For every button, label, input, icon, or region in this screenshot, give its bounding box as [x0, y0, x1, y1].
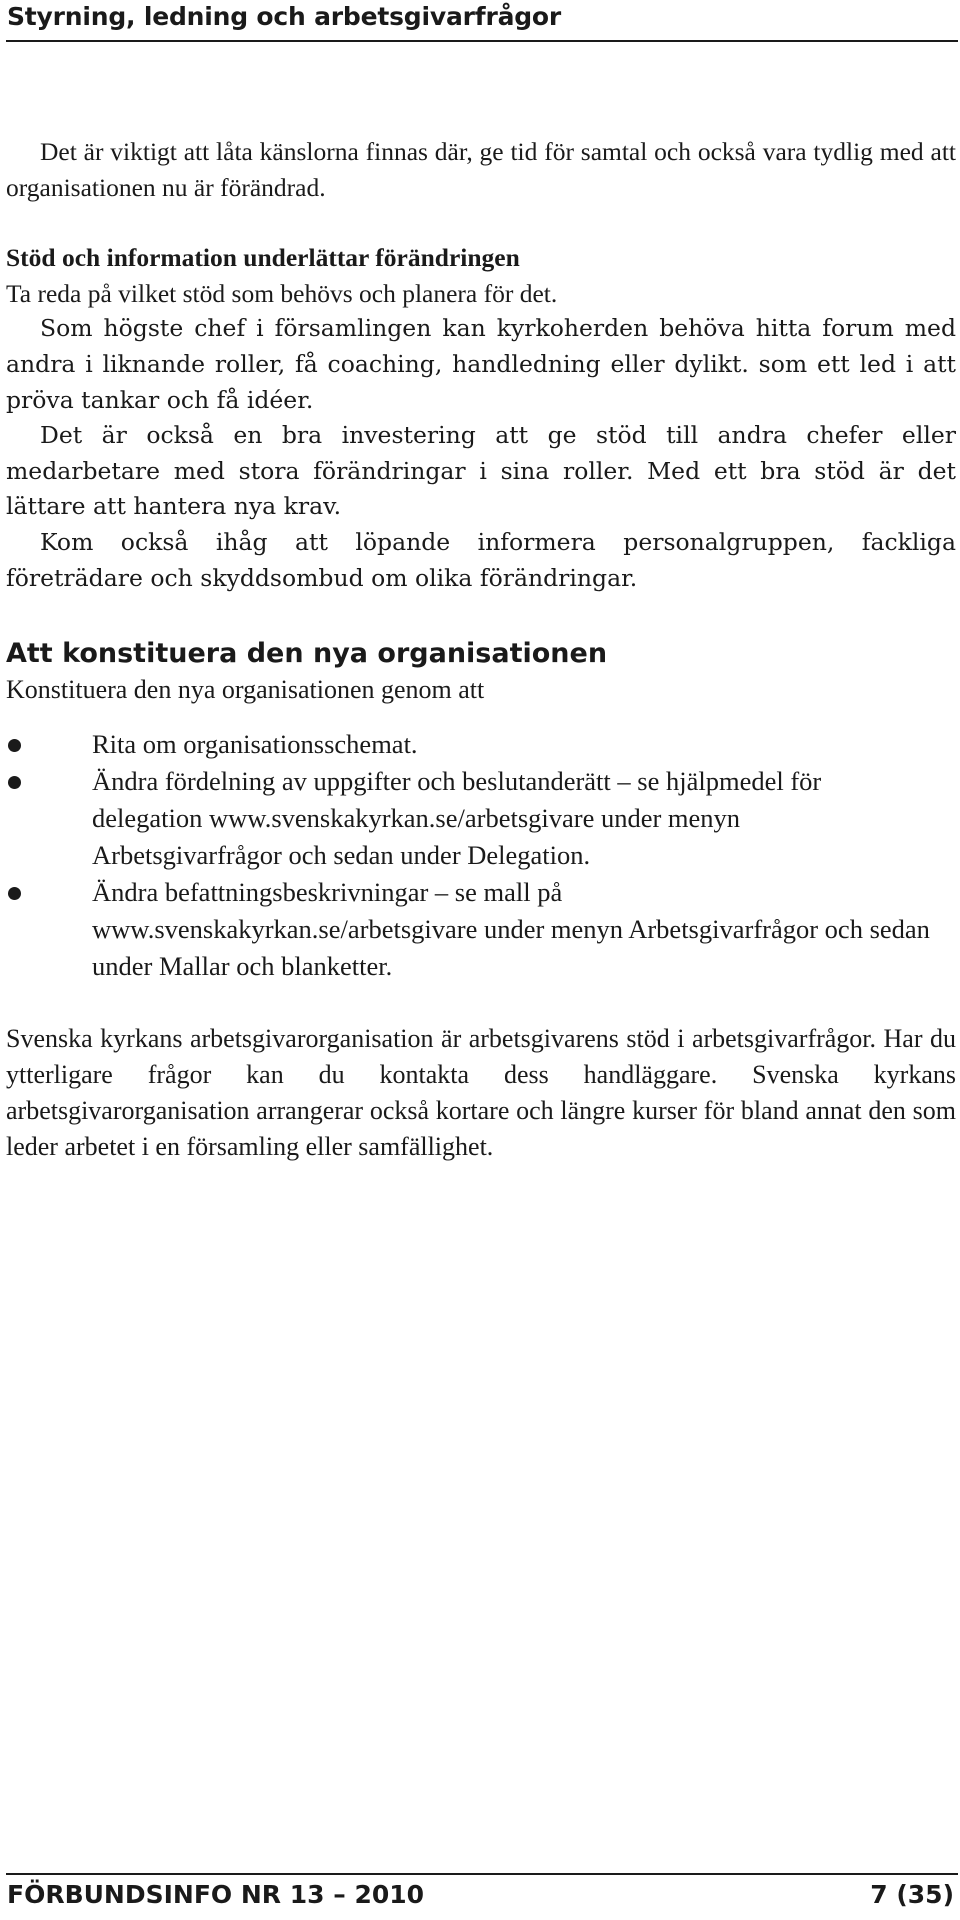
list-item [92, 763, 956, 874]
closing-paragraph: Svenska kyrkans arbetsgivarorganisation är arbetsgivarens stöd i arbetsgivarfrågor. Har du ytterligare frågor kan du kontakta dess handläggare. Svenska kyrkans arbetsgivarorganisation arrangerar också kortare och längre kurser för bland annat den som leder arbetet i en församling eller samfällighet. [6, 1024, 956, 1162]
footer-page-number: 7 (35) [870, 1880, 954, 1909]
list-item [92, 874, 956, 985]
running-header: Styrning, ledning och arbetsgivarfrågor [7, 2, 562, 31]
list-item-text: Ändra befattningsbeskrivningar – se mall på www.svenskakyrkan.se/arbetsgivare under menyn Arbetsgivarfrågor och sedan under Mallar och blanketter. [92, 877, 930, 982]
support-paragraph: Kom också ihåg att löpande informera personalgruppen, fackliga företrädare och skyddsombud om olika förändringar. [6, 527, 956, 592]
support-subheading: Stöd och information underlättar förändringen [6, 243, 520, 273]
section-heading: Att konstituera den nya organisationen [6, 638, 608, 670]
list-item-text: Rita om organisationsschemat. [92, 729, 418, 760]
intro-paragraph: Det är viktigt att låta känslorna finnas där, ge tid för samtal och också vara tydlig med att organisationen nu är förändrad. [6, 137, 956, 202]
bullet-icon [8, 739, 21, 752]
page-content [6, 134, 956, 1165]
footer-divider [6, 1873, 958, 1875]
support-paragraph: Det är också en bra investering att ge stöd till andra chefer eller medarbetare med stora förändringar i sina roller. Med ett bra stöd är det lättare att hantera nya krav. [6, 421, 956, 521]
constitute-intro: Konstituera den nya organisationen genom att [6, 675, 485, 705]
support-lead: Ta reda på vilket stöd som behövs och planera för det. [6, 278, 558, 308]
bullet-icon [8, 776, 21, 789]
bullet-icon [8, 887, 21, 900]
support-paragraph: Som högste chef i församlingen kan kyrkoherden behöva hitta forum med andra i liknande roller, få coaching, handledning eller dylikt. som ett led i att pröva tankar och få idéer. [6, 314, 956, 414]
constitute-list [6, 726, 956, 985]
list-item [92, 726, 956, 763]
list-item-text: Ändra fördelning av uppgifter och beslutanderätt – se hjälpmedel för delegation www.svenskakyrkan.se/arbetsgivare under menyn Arbetsgivarfrågor och sedan under Delegation. [92, 766, 822, 871]
footer-publication: FÖRBUNDSINFO NR 13 – 2010 [7, 1880, 425, 1909]
header-divider [6, 40, 958, 42]
